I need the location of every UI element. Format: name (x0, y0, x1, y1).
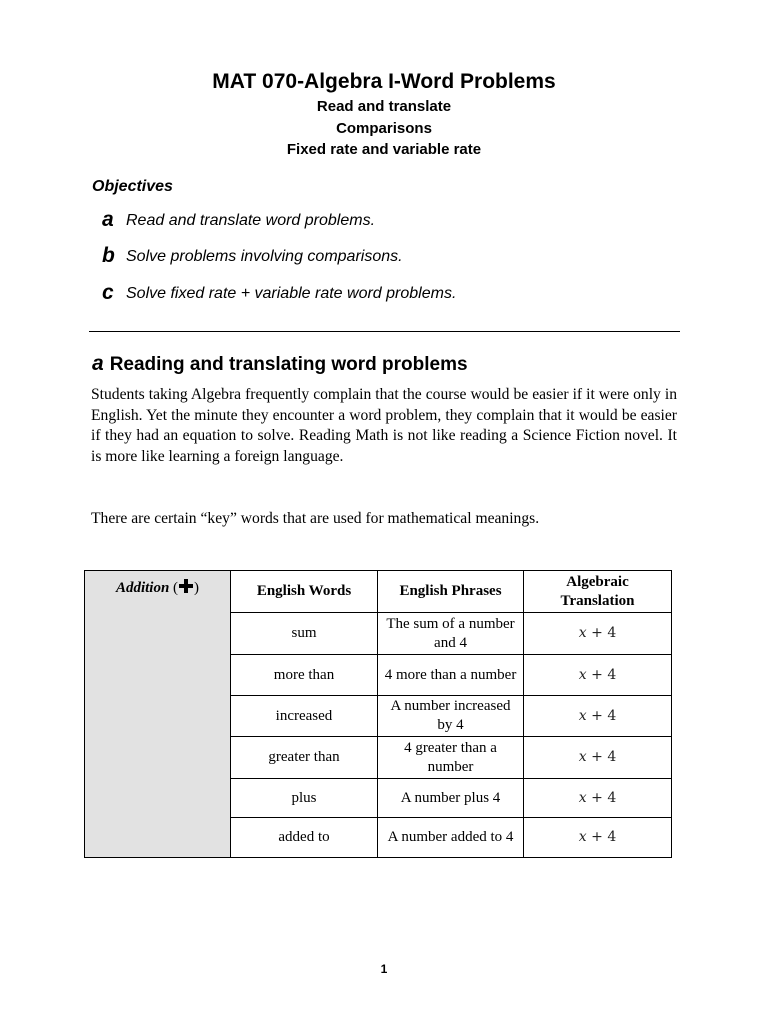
expression-variable: x (578, 625, 587, 641)
section-heading (92, 352, 468, 376)
expression-variable: x (578, 707, 587, 724)
expression-constant: 4 (607, 707, 617, 724)
expression-operator: + (591, 666, 603, 683)
algebraic-expression (579, 625, 616, 641)
table-header-row (85, 571, 672, 613)
expression-operator: + (591, 789, 603, 806)
english-word-cell: added to (231, 818, 378, 858)
objective-text: Read and translate word problems. (126, 212, 376, 229)
algebraic-translation-cell (524, 613, 672, 655)
english-word-cell: more than (231, 655, 378, 696)
category-label: Addition (115, 580, 170, 596)
column-header: English Words (231, 571, 378, 613)
subtitle-line: Read and translate (316, 98, 452, 115)
objective-text: Solve problems involving comparisons. (126, 248, 403, 265)
subtitle-line: Fixed rate and variable rate (286, 141, 482, 158)
expression-operator: + (591, 707, 603, 724)
intro-paragraph: Students taking Algebra frequently complain that the course would be easier if it were only in English. Yet the minute they encounter a word problem, they complain that it would be easier if they had an equation to solve. Reading Math is not like reading a Science Fiction novel. It is more like learning a foreign language. (91, 386, 677, 465)
algebraic-expression (579, 667, 616, 683)
subtitle-line: Comparisons (336, 120, 432, 137)
algebraic-translation-cell (524, 655, 672, 696)
expression-constant: 4 (607, 789, 617, 806)
objective-letter: c (102, 281, 114, 304)
objective-letter: a (102, 208, 114, 231)
english-phrase-cell: The sum of a number and 4 (378, 613, 524, 655)
expression-variable: x (578, 829, 587, 845)
objectives-heading: Objectives (92, 178, 173, 195)
objective-letter: b (102, 244, 115, 267)
english-phrase-cell: A number added to 4 (378, 818, 524, 858)
english-phrase-cell: 4 more than a number (378, 655, 524, 696)
english-word-cell: greater than (231, 737, 378, 779)
expression-variable: x (578, 666, 587, 683)
algebraic-expression (579, 790, 616, 806)
algebraic-translation-cell (524, 737, 672, 779)
expression-constant: 4 (607, 666, 617, 683)
expression-operator: + (591, 829, 603, 845)
english-phrase-cell: A number increased by 4 (378, 696, 524, 737)
addition-keywords-table (84, 570, 672, 858)
expression-variable: x (578, 749, 587, 765)
horizontal-divider (89, 331, 680, 332)
document-title: MAT 070-Algebra I-Word Problems (212, 70, 556, 93)
algebraic-expression (579, 829, 616, 845)
algebraic-expression (579, 708, 616, 724)
algebraic-translation-cell (524, 818, 672, 858)
objective-text: Solve fixed rate + variable rate word problems. (126, 285, 457, 302)
english-word-cell: sum (231, 613, 378, 655)
category-cell: Addition ( ) (85, 571, 231, 858)
expression-operator: + (591, 625, 603, 641)
expression-constant: 4 (607, 829, 617, 845)
algebraic-expression (579, 749, 616, 765)
plus-icon (179, 579, 193, 593)
column-header: English Phrases (378, 571, 524, 613)
section-title: Reading and translating word problems (109, 354, 468, 375)
expression-constant: 4 (607, 749, 617, 765)
algebraic-translation-cell (524, 779, 672, 818)
english-word-cell: plus (231, 779, 378, 818)
english-phrase-cell: 4 greater than a number (378, 737, 524, 779)
algebraic-translation-cell (524, 696, 672, 737)
key-words-paragraph: There are certain “key” words that are used for mathematical meanings. (91, 510, 540, 527)
section-letter: a (92, 352, 104, 375)
expression-operator: + (591, 749, 603, 765)
column-header: Algebraic Translation (524, 571, 672, 613)
english-word-cell: increased (231, 696, 378, 737)
page-number: 1 (380, 962, 388, 976)
english-phrase-cell: A number plus 4 (378, 779, 524, 818)
expression-variable: x (578, 789, 587, 806)
expression-constant: 4 (607, 625, 617, 641)
